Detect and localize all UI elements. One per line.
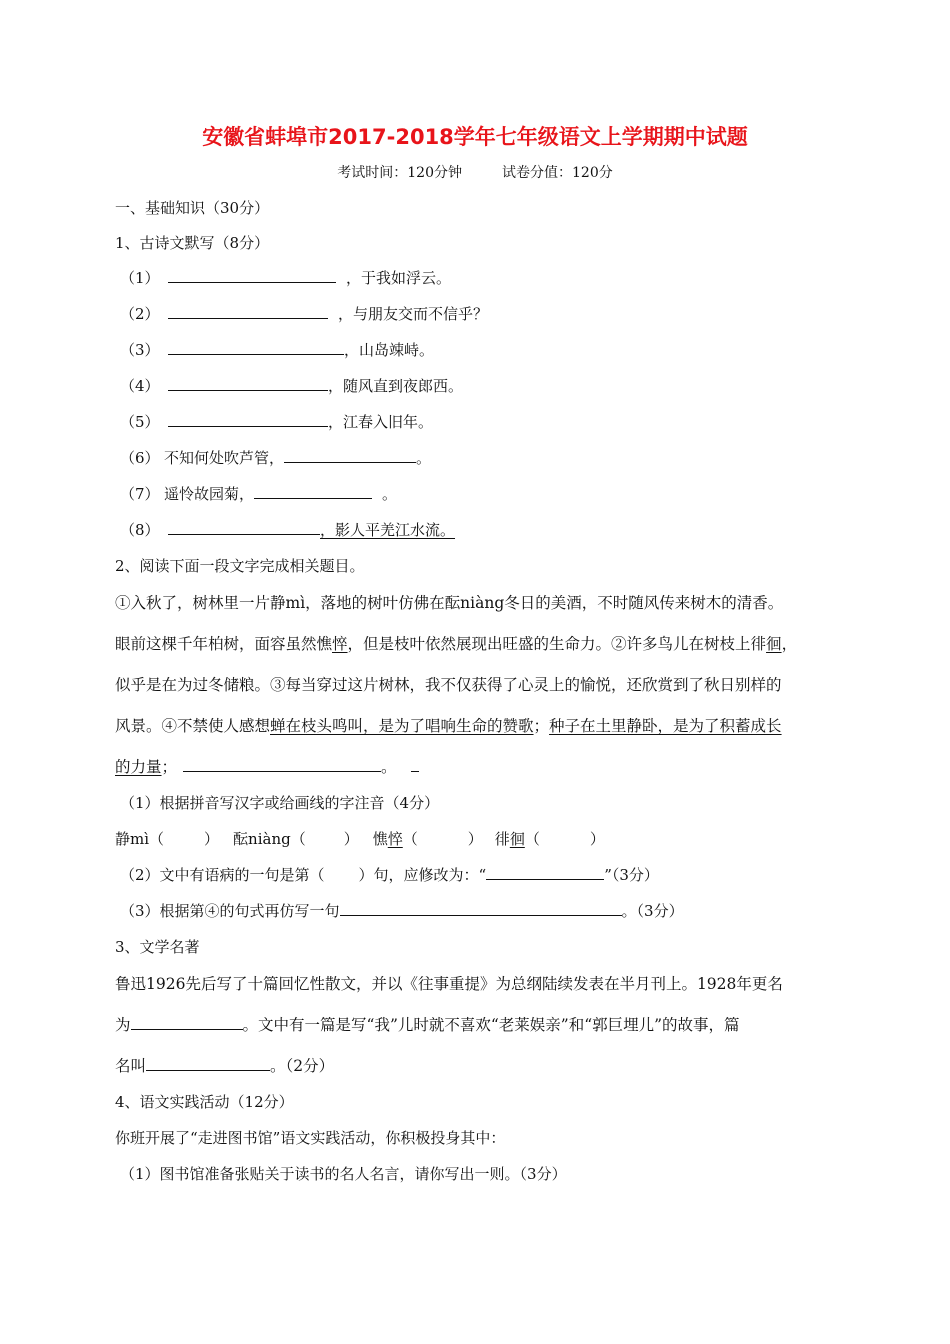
q3-line — [115, 1015, 950, 1035]
underlined-sentence: 蝉在枝头鸣叫，是为了唱响生命的赞歌 — [270, 717, 534, 735]
passage-text: ，但是枝叶依然展现出旺盛的生命力。②许多鸟儿在树枝上徘 — [347, 635, 767, 653]
passage-line: 似乎是在为过冬储粮。③每当穿过这片树林，我不仅获得了心灵上的愉悦，还欣赏到了秋日别样的 — [115, 676, 782, 694]
underlined-sentence: 种子在土里静卧，是为了积蓄成长 — [549, 717, 782, 735]
item-text: 。 — [416, 449, 432, 467]
char-item: 徘 — [494, 830, 510, 848]
q3-heading: 3、文学名著 — [115, 938, 200, 956]
q1-heading: 1、古诗文默写（8分） — [115, 234, 270, 252]
item-number: （5） — [120, 413, 160, 431]
paren: （ — [524, 830, 540, 848]
passage-text: ； — [161, 758, 178, 776]
paren: （ — [402, 830, 418, 848]
exam-score: 试卷分值：120分 — [502, 165, 613, 181]
pinyin-item: 静mì（ — [115, 830, 165, 848]
q1-item — [120, 340, 950, 360]
item-text: ，随风直到夜郎西。 — [328, 377, 464, 395]
underlined-char: 悴 — [387, 830, 403, 848]
passage-line — [115, 716, 950, 736]
item-text: ，于我如浮云。 — [346, 269, 452, 287]
q2-heading: 2、阅读下面一段文字完成相关题目。 — [115, 557, 365, 575]
q2-sub3 — [120, 901, 950, 921]
question-text: 。文中有一篇是写“我”儿时就不喜欢“老莱娱亲”和“郭巨埋儿”的故事，篇 — [242, 1016, 740, 1034]
answer-blank[interactable] — [486, 865, 604, 880]
item-number: （8） — [120, 521, 160, 539]
item-number: （6） — [120, 449, 160, 467]
answer-blank[interactable] — [254, 484, 372, 499]
answer-blank[interactable] — [168, 412, 328, 427]
question-text: 名叫 — [115, 1057, 147, 1075]
question-text: 。（2分） — [270, 1057, 335, 1075]
q1-item — [120, 376, 950, 396]
question-text: （3）根据第④的句式再仿写一句 — [120, 902, 340, 920]
item-text: 不知何处吹芦管， — [164, 449, 285, 467]
question-text: （2）文中有语病的一句是第（ — [120, 866, 325, 884]
passage-text: 。 — [381, 758, 397, 776]
question-text: ）句，应修改为：“ — [358, 866, 487, 884]
q3-line: 鲁迅1926先后写了十篇回忆性散文，并以《往事重提》为总纲陆续发表在半月刊上。1928年更名 — [115, 975, 783, 993]
passage-line — [115, 757, 950, 777]
q1-item — [120, 412, 950, 432]
q1-item — [120, 484, 950, 504]
page-title: 安徽省蚌埠市2017-2018学年七年级语文上学期期中试题 — [202, 125, 748, 149]
item-text: 。 — [382, 485, 398, 503]
item-text: 遥怜故园菊， — [164, 485, 255, 503]
q2-sub1-items — [115, 829, 950, 849]
answer-blank[interactable] — [284, 448, 416, 463]
item-text: ，影人平羌江水流。 — [320, 521, 456, 539]
answer-blank[interactable] — [411, 757, 419, 772]
passage-text: ， — [781, 635, 798, 653]
item-text: ，山岛竦峙。 — [344, 341, 435, 359]
q4-heading: 4、语文实践活动（12分） — [115, 1093, 294, 1111]
question-text: ”（3分） — [604, 866, 659, 884]
underlined-char: 徊 — [509, 830, 525, 848]
question-text: 。（3分） — [621, 902, 684, 920]
passage-line — [115, 634, 950, 654]
section-heading: 一、基础知识（30分） — [115, 199, 270, 217]
item-text: ，江春入旧年。 — [328, 413, 434, 431]
passage-text: 风景。④不禁使人感想 — [115, 717, 271, 735]
item-text: ，与朋友交而不信乎？ — [338, 305, 489, 323]
q1-item — [120, 268, 950, 288]
q2-sub2 — [120, 865, 950, 885]
q3-line — [115, 1056, 950, 1076]
q4-line: （1）图书馆准备张贴关于读书的名人名言，请你写出一则。（3分） — [120, 1165, 567, 1183]
answer-blank[interactable] — [340, 901, 622, 916]
question-text: 为 — [115, 1016, 131, 1034]
answer-blank[interactable] — [168, 304, 328, 319]
q1-item — [120, 304, 950, 324]
answer-blank[interactable] — [168, 376, 328, 391]
pinyin-item: 酝niàng（ — [233, 830, 306, 848]
item-number: （7） — [120, 485, 160, 503]
answer-blank[interactable] — [131, 1015, 243, 1030]
paren: ） — [343, 830, 359, 848]
underlined-char: 悴 — [332, 635, 348, 653]
passage-text: ； — [533, 717, 550, 735]
underlined-sentence: 的力量 — [115, 758, 162, 776]
item-number: （4） — [120, 377, 160, 395]
q1-item — [120, 520, 950, 540]
item-number: （2） — [120, 305, 160, 323]
exam-info — [0, 163, 950, 183]
answer-blank[interactable] — [183, 757, 381, 772]
passage-text: 眼前这棵千年柏树，面容虽然憔 — [115, 635, 333, 653]
answer-blank[interactable] — [168, 520, 320, 535]
q4-line: 你班开展了“走进图书馆”语文实践活动，你积极投身其中： — [115, 1129, 506, 1147]
underlined-char: 徊 — [766, 635, 782, 653]
paren: ） — [467, 830, 483, 848]
q2-sub1: （1）根据拼音写汉字或给画线的字注音（4分） — [120, 794, 440, 812]
q1-item — [120, 448, 950, 468]
answer-blank[interactable] — [168, 340, 344, 355]
item-number: （1） — [120, 269, 160, 287]
answer-blank[interactable] — [168, 268, 336, 283]
exam-time: 考试时间：120分钟 — [337, 165, 462, 181]
answer-blank[interactable] — [146, 1056, 270, 1071]
item-number: （3） — [120, 341, 160, 359]
paren: ） — [589, 830, 605, 848]
char-item: 憔 — [372, 830, 388, 848]
passage-line: ①入秋了，树林里一片静mì，落地的树叶仿佛在酝niàng冬日的美酒，不时随风传来树木的清香。 — [115, 594, 784, 612]
paren: ） — [204, 830, 220, 848]
